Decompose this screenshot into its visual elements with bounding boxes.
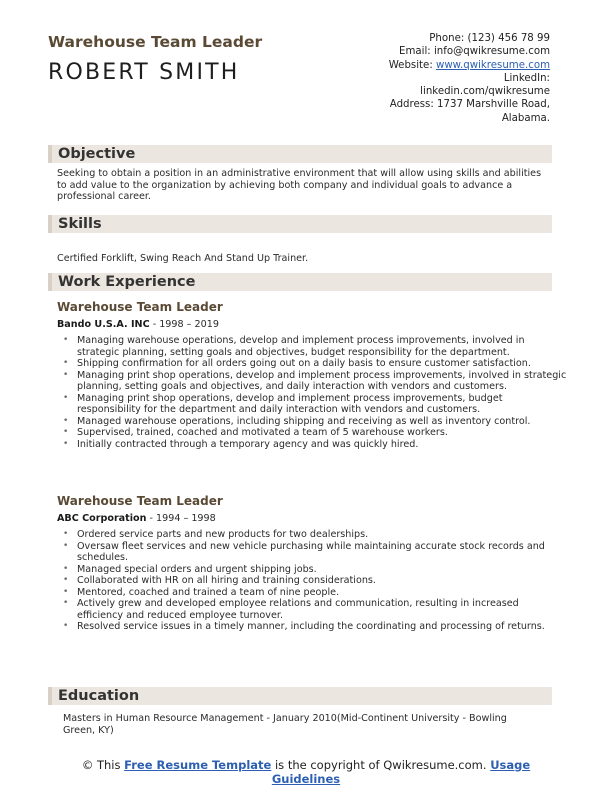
job-title: Warehouse Team Leader: [57, 494, 223, 508]
job-dates: - 1994 – 1998: [146, 513, 216, 524]
contact-block: [389, 32, 550, 125]
usage-guidelines-link-2[interactable]: Guidelines: [271, 772, 341, 786]
job-bullet: • Oversaw fleet services and new vehicle purchasing while maintaining accurate stock records and schedules.: [77, 541, 567, 564]
objective-text: Seeking to obtain a position in an administrative environment that will allow using skills and abilities to add value to the organization by achieving both company and individual goals to advance a professional career.: [57, 168, 542, 203]
section-title-education: Education: [58, 688, 140, 704]
section-header-work: [48, 273, 552, 291]
job-title: Warehouse Team Leader: [57, 300, 223, 314]
job-bullets: [57, 529, 567, 633]
footer-prefix: © This: [81, 758, 125, 772]
job-dates: - 1998 – 2019: [149, 319, 219, 330]
education-text: Masters in Human Resource Management - January 2010(Mid-Continent University - Bowling Green, KY): [63, 713, 507, 736]
contact-address-line2: Alabama.: [501, 112, 550, 124]
job-bullet: • Actively grew and developed employee relations and communication, resulting in increased efficiency and reduced employee turnover.: [77, 598, 567, 621]
job-company: Bando U.S.A. INC: [57, 319, 150, 330]
footer-copyright: [0, 758, 612, 786]
candidate-name: ROBERT SMITH: [48, 60, 240, 85]
free-resume-template-link[interactable]: Free Resume Template: [124, 758, 272, 772]
contact-address-line1: Address: 1737 Marshville Road,: [389, 99, 550, 111]
section-header-education: [48, 687, 552, 705]
footer-middle: is the copyright of Qwikresume.com.: [271, 758, 491, 772]
job-bullet: • Mentored, coached and trained a team of nine people.: [77, 587, 567, 599]
section-header-objective: [48, 145, 552, 163]
job-bullets: [57, 335, 567, 450]
job-bullet: • Managed special orders and urgent shipping jobs.: [77, 564, 567, 576]
usage-guidelines-link[interactable]: Usage: [490, 758, 531, 772]
job-bullet: • Managed warehouse operations, including shipping and receiving as well as inventory control.: [77, 416, 567, 428]
job-bullet: • Managing print shop operations, develop and implement process improvements, budget responsibility for the department and daily interaction with vendors and customers.: [77, 393, 567, 416]
job-bullet: • Shipping confirmation for all orders going out on a daily basis to ensure customer satisfaction.: [77, 358, 567, 370]
section-title-skills: Skills: [58, 216, 102, 232]
job-company-line: [57, 319, 219, 330]
contact-website: [389, 59, 550, 72]
section-header-skills: [48, 215, 552, 233]
job-bullet: • Managing print shop operations, develop and implement process improvements, involved in strategic planning, setting goals and objectives, and daily interaction with vendors and customers.: [77, 370, 567, 393]
skills-text: Certified Forklift, Swing Reach And Stand Up Trainer.: [57, 253, 309, 264]
section-title-work: Work Experience: [58, 274, 196, 290]
job-bullet: • Managing warehouse operations, develop and implement process improvements, involved in strategic planning, setting goals and objectives, budget responsibility for the department.: [77, 335, 567, 358]
contact-website-link[interactable]: www.qwikresume.com: [435, 59, 550, 71]
contact-phone: Phone: (123) 456 78 99: [429, 33, 550, 44]
contact-email: Email: info@qwikresume.com: [399, 46, 550, 58]
job-bullet: • Resolved service issues in a timely manner, including the coordinating and processing of returns.: [77, 621, 567, 633]
job-company: ABC Corporation: [57, 513, 147, 524]
header-job-title: Warehouse Team Leader: [48, 33, 263, 51]
job-company-line: [57, 513, 216, 524]
section-title-objective: Objective: [58, 146, 136, 162]
contact-website-label: Website:: [388, 59, 436, 71]
job-bullet: • Ordered service parts and new products for two dealerships.: [77, 529, 567, 541]
contact-linkedin-label: LinkedIn:: [503, 72, 550, 84]
job-bullet: • Collaborated with HR on all hiring and training considerations.: [77, 575, 567, 587]
contact-linkedin-value: linkedin.com/qwikresume: [420, 86, 550, 98]
job-bullet: • Initially contracted through a temporary agency and was quickly hired.: [77, 439, 567, 451]
job-bullet: • Supervised, trained, coached and motivated a team of 5 warehouse workers.: [77, 427, 567, 439]
